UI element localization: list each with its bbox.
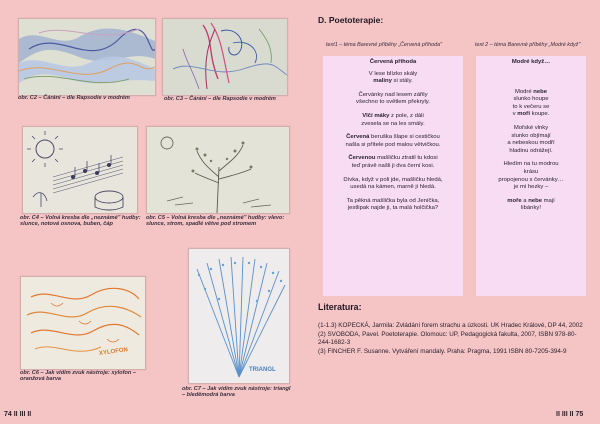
poem2-line: krásu [523, 168, 539, 175]
photo-c3 [162, 18, 288, 96]
references-list [318, 322, 588, 356]
poem2-line: slunko houpe [513, 96, 549, 103]
caption-c7: obr. C7 – Jak vidím zvuk nástroje: triangl – bleděmodrá barva [182, 386, 291, 399]
poem-cervena-prihoda [323, 56, 463, 296]
poem1-stanza-7: Ta pěkná mašlička byla od Jeníčka, jestlipak najde ji, ta malá holčička? [346, 197, 440, 212]
page-number-right: II III II 75 [556, 411, 584, 418]
poem2-line: v moři koupe. [512, 111, 550, 118]
photo-c7 [188, 248, 290, 384]
caption-c2: obr. C2 – Čárání – dle Rapsodie v modrém [18, 95, 130, 101]
poem2-line: Hledím na tu modrou [503, 161, 559, 168]
caption-c3: obr. C3 – Čárání – dle Rapsodie v modrém [164, 96, 276, 102]
photo-c2 [18, 18, 156, 96]
text1-label: text1 – téma Barevné příběhy „Červená příhoda" [326, 42, 443, 48]
drawing-label-triangl: TRIANGL [249, 367, 276, 373]
poem2-line: slunko objímají [511, 132, 551, 139]
reference-item: (2) SVOBODA, Pavel. Poetoterapie. Olomouc: UP, Pedagogická fakulta, 2007, ISBN 978-80-244-1682-3 [318, 330, 577, 347]
poem1-title: Červená příhoda [369, 59, 417, 65]
reference-item: (3) FINCHER F. Susanne. Vytváření mandaly. Praha: Pragma, 1991 ISBN 80-7205-394-9 [318, 347, 567, 355]
page-number-left: 74 II III II [4, 411, 32, 418]
poem2-line: je mi hezky – [513, 184, 549, 191]
poem2-line: hladinu odrážejí. [509, 147, 553, 154]
poem2-line: moře a nebe mají [507, 197, 555, 204]
poem1-stanza-6: Dívka, když v poli jde, mašličku hledá, usedá na kámen, marně ji hledá. [343, 176, 443, 191]
poem2-line: libánky! [521, 205, 541, 212]
poem2-line: Mořské vlnky [513, 124, 549, 131]
poem1-stanza-3: Vlčí máky z pole, z dáli zvesela se na les smály. [361, 112, 425, 127]
caption-c4: obr. C4 – Volná kresba dle „neznámé" hudby: slunce, notová osnova, buben, čáp [20, 215, 141, 228]
text2-label: text 2 – téma Barevné příběhy „Modré když" [475, 42, 581, 48]
caption-c6: obr. C6 – Jak vidím zvuk nástroje: xylofon – oranžová barva [20, 370, 136, 383]
reference-item: (1-1.3) KOPECKÁ, Jarmila: Zvládání forem strachu a úzkosti. UK Hradec Králové, DP 44, 2002 [318, 322, 583, 329]
poem1-stanza-5: Červenou mašličku ztratil tu kdosi teď právě našli ji dva černí kosi. [348, 155, 438, 169]
poem2-line: Modré nebe [514, 88, 548, 95]
poem2-title: Modré když… [511, 59, 551, 65]
poem2-line: propojenou s červánky… [498, 176, 564, 183]
photo-c6 [20, 276, 146, 370]
poem2-line: to k večeru se [512, 103, 550, 110]
poem2-body [476, 89, 586, 213]
poem1-stanza-4: Červená beruška šlape si cestičkou našla si přítele pod malou větvičkou. [345, 134, 441, 148]
caption-c5: obr. C5 – Volná kresba dle „neznámé" hudby: vlevo: slunce, strom, spadlé větve pod stromem [146, 215, 285, 228]
photo-c5 [146, 126, 290, 214]
poem1-stanza-2: Červánky nad lesem zářily všechno to světlem překryly. [356, 91, 430, 106]
drawing-label-xylofon: XYLOFON [98, 347, 129, 357]
poem-modre-kdyz [476, 56, 586, 296]
photo-c4 [22, 126, 138, 214]
literature-title: Literatura: [318, 302, 362, 312]
poem1-stanza-1: V lese blízko skály maliny si stály. [368, 70, 418, 85]
section-title: D. Poetoterapie: [318, 15, 384, 25]
poem2-line: a nebeskou modří [507, 140, 555, 147]
